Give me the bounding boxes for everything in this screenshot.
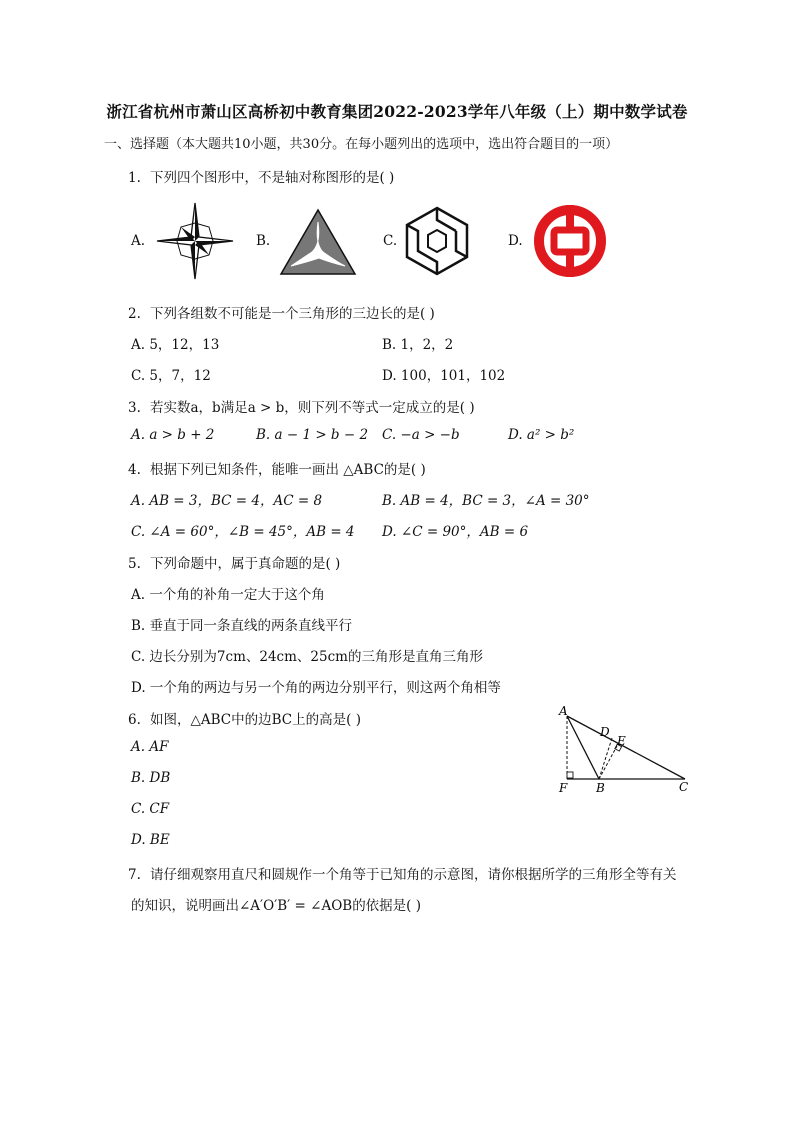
question-number: 2. <box>128 306 141 322</box>
question-7 <box>128 863 677 883</box>
q5-option-a: A. 一个角的补角一定大于这个角 <box>131 587 325 603</box>
figure-label-e: E <box>617 734 626 748</box>
q6-option-d: D. BE <box>131 832 170 848</box>
figure-label-f: F <box>559 781 568 795</box>
q6-option-a: A. AF <box>131 739 169 755</box>
q1-option-c-label: C. <box>383 233 398 249</box>
q2-option-b: B. 1，2，2 <box>382 337 454 353</box>
section-heading: 一、选择题（本大题共10小题，共30分。在每小题列出的选项中，选出符合题目的一项） <box>104 137 619 152</box>
question-number: 3. <box>128 400 141 416</box>
q2-option-c: C. 5，7，12 <box>131 368 211 384</box>
q1-option-b-label: B. <box>256 233 271 249</box>
figure-label-c: C <box>679 780 689 794</box>
question-number: 5. <box>128 556 141 572</box>
figure-label-b: B <box>596 781 605 795</box>
question-text: 若实数a，b满足a > b，则下列不等式一定成立的是( ) <box>150 400 475 416</box>
q6-option-b: B. DB <box>131 770 171 786</box>
q4-option-a: A. AB = 3，BC = 4，AC = 8 <box>131 493 323 509</box>
figure-label-a: A <box>559 704 568 718</box>
q1-option-d-label: D. <box>508 233 523 249</box>
hexagon-spiral-icon <box>404 206 470 276</box>
q2-option-a: A. 5，12，13 <box>131 337 220 353</box>
q4-option-d: D. ∠C = 90°，AB = 6 <box>382 524 529 540</box>
compass-star-icon <box>155 201 235 281</box>
figure-label-d: D <box>600 725 610 739</box>
q3-option-d: D. a² > b² <box>508 427 575 443</box>
q5-option-b: B. 垂直于同一条直线的两条直线平行 <box>131 618 353 634</box>
q3-option-a: A. a > b + 2 <box>131 427 215 443</box>
question-2 <box>128 302 435 322</box>
question-text: 下列各组数不可能是一个三角形的三边长的是( ) <box>150 306 435 322</box>
triangle-figure <box>552 702 702 797</box>
question-number: 1. <box>128 170 141 186</box>
question-text: 下列四个图形中，不是轴对称图形的是( ) <box>150 170 395 186</box>
q5-option-d: D. 一个角的两边与另一个角的两边分别平行，则这两个角相等 <box>131 680 501 696</box>
question-text: 下列命题中，属于真命题的是( ) <box>150 556 341 572</box>
question-text: 如图，△ABC中的边BC上的高是( ) <box>150 712 361 728</box>
q4-option-c: C. ∠A = 60°，∠B = 45°，AB = 4 <box>131 524 355 540</box>
question-number: 7. <box>128 867 141 883</box>
question-text: 请仔细观察用直尺和圆规作一个角等于已知角的示意图，请你根据所学的三角形全等有关 <box>150 867 677 883</box>
question-number: 6. <box>128 712 141 728</box>
q3-option-c: C. −a > −b <box>382 427 460 443</box>
q6-option-c: C. CF <box>131 801 170 817</box>
question-1 <box>128 166 394 186</box>
bank-of-china-logo-icon <box>532 203 608 279</box>
question-4 <box>128 458 426 478</box>
q3-option-b: B. a − 1 > b − 2 <box>256 427 369 443</box>
q1-option-a-label: A. <box>131 233 146 249</box>
q5-option-c: C. 边长分别为7cm、24cm、25cm的三角形是直角三角形 <box>131 649 483 665</box>
q2-option-d: D. 100，101，102 <box>382 368 506 384</box>
q4-option-b: B. AB = 4，BC = 3，∠A = 30° <box>382 493 590 509</box>
question-text: 根据下列已知条件，能唯一画出 △ABC的是( ) <box>150 462 426 478</box>
question-3 <box>128 396 475 416</box>
page-title: 浙江省杭州市萧山区高桥初中教育集团2022-2023学年八年级（上）期中数学试卷 <box>106 102 688 121</box>
question-6 <box>128 708 361 728</box>
question-5 <box>128 552 340 572</box>
question-number: 4. <box>128 462 141 478</box>
question-7-line-2: 的知识，说明画出∠A′O′B′ = ∠AOB的依据是( ) <box>131 898 422 914</box>
triangle-tripod-icon <box>279 208 357 276</box>
